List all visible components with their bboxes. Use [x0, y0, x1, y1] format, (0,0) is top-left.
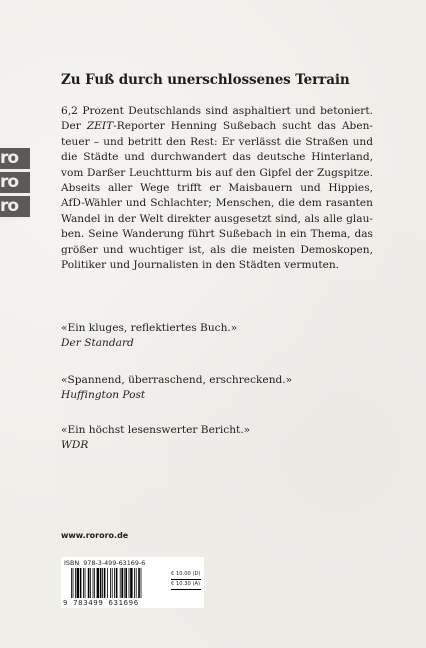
- blurb-line-text: 6,2 Prozent Deutschlands sind asphaltiert und betoniert.: [61, 105, 373, 117]
- review-quote: [61, 423, 250, 454]
- barcode-bar: [73, 568, 74, 598]
- isbn-number: 978-3-499-63169-6: [83, 559, 146, 567]
- quote-text: «Spannend, überraschend, erschreckend.»: [61, 374, 293, 386]
- blurb-line: [61, 243, 373, 258]
- publisher-website[interactable]: www.rororo.de: [61, 531, 129, 540]
- logo-segment: ro: [0, 172, 30, 193]
- barcode-bar: [88, 568, 90, 598]
- quote-text: «Ein höchst lesenswerter Bericht.»: [61, 424, 251, 436]
- barcode-bar: [102, 568, 103, 598]
- blurb-line-text: Abseits aller Wege trifft er Maisbauern und Hippies,: [61, 182, 373, 195]
- barcode-bar: [112, 568, 113, 598]
- blurb-text: [61, 104, 373, 273]
- blurb-line: [61, 212, 373, 227]
- barcode-bar: [136, 568, 137, 598]
- barcode-bar: [97, 568, 99, 598]
- blurb-line: [61, 104, 373, 119]
- blurb-line: [61, 196, 373, 211]
- blurb-line-text: ben. Seine Wanderung führt Sußebach in ein Thema, das: [61, 228, 373, 241]
- blurb-line-text: -Reporter Henning Sußebach sucht das Aben-: [113, 120, 374, 133]
- quote-text: «Ein kluges, reflektiertes Buch.»: [61, 322, 238, 334]
- blurb-line: [61, 135, 373, 150]
- barcode-bar: [100, 568, 102, 598]
- isbn-line: [64, 559, 145, 567]
- blurb-line: [61, 119, 373, 134]
- blurb-line-text: Politiker und Journalisten in den Städten vermuten.: [61, 259, 340, 272]
- quote-source: Huffington Post: [61, 389, 146, 402]
- barcode-bar: [138, 568, 140, 598]
- review-quote: [61, 373, 292, 404]
- barcode-bar: [134, 568, 135, 598]
- blurb-line-text: vom Darßer Leuchtturm bis auf den Gipfel der Zugspitze.: [61, 166, 373, 179]
- price-block: [171, 570, 201, 590]
- blurb-line-text: Wandel in der Welt direkter ausgesetzt sind, als alle glau-: [61, 212, 373, 225]
- blurb-line: [61, 258, 373, 273]
- review-quote: [61, 321, 237, 352]
- barcode-bar: [104, 568, 106, 598]
- price-germany: € 10.00 (D): [171, 570, 201, 580]
- barcode-bar: [121, 568, 123, 598]
- barcode-bar: [125, 568, 127, 598]
- isbn-barcode-block: [61, 557, 204, 608]
- barcode-icon: [71, 568, 167, 598]
- blurb-line: [61, 181, 373, 196]
- barcode-bar: [141, 568, 142, 598]
- barcode-bar: [94, 568, 95, 598]
- barcode-bar: [130, 568, 132, 598]
- blurb-line-text: größer und wuchtiger ist, als die meisten Demoskopen,: [61, 243, 373, 256]
- barcode-bar: [107, 568, 108, 598]
- blurb-emphasis: ZEIT: [86, 120, 114, 133]
- barcode-bar: [114, 568, 115, 598]
- blurb-line-text: AfD-Wähler und Schlachter; Menschen, die dem rasanten: [61, 197, 373, 210]
- blurb-line-text: Der: [61, 120, 87, 133]
- barcode-bar: [90, 568, 91, 598]
- blurb-line: [61, 150, 373, 165]
- barcode-bar: [120, 568, 121, 598]
- barcode-bar: [129, 568, 130, 598]
- blurb-line-text: die Städte und durchwandert das deutsche Hinterland,: [61, 151, 373, 164]
- quote-source: WDR: [61, 439, 89, 452]
- barcode-digits: 9 783499 631696: [63, 598, 139, 607]
- isbn-label: ISBN: [64, 559, 80, 567]
- blurb-line-text: teuer – und betritt den Rest: Er verlässt die Straßen und: [61, 135, 373, 148]
- barcode-bar: [124, 568, 125, 598]
- barcode-bar: [116, 568, 118, 598]
- barcode-bar: [85, 568, 86, 598]
- price-austria: € 10.30 (A): [171, 580, 201, 590]
- barcode-bar: [77, 568, 79, 598]
- blurb-line: [61, 166, 373, 181]
- quote-source: Der Standard: [61, 337, 134, 350]
- barcode-bar: [71, 568, 72, 598]
- blurb-line: [61, 227, 373, 242]
- logo-segment: ro: [0, 148, 30, 169]
- rororo-logo: [0, 148, 30, 220]
- barcode-bar: [110, 568, 111, 598]
- blurb-title: Zu Fuß durch unerschlossenes Terrain: [61, 72, 350, 88]
- barcode-bar: [83, 568, 84, 598]
- barcode-bar: [75, 568, 76, 598]
- logo-segment: ro: [0, 196, 30, 217]
- barcode-bar: [80, 568, 82, 598]
- barcode-bar: [93, 568, 94, 598]
